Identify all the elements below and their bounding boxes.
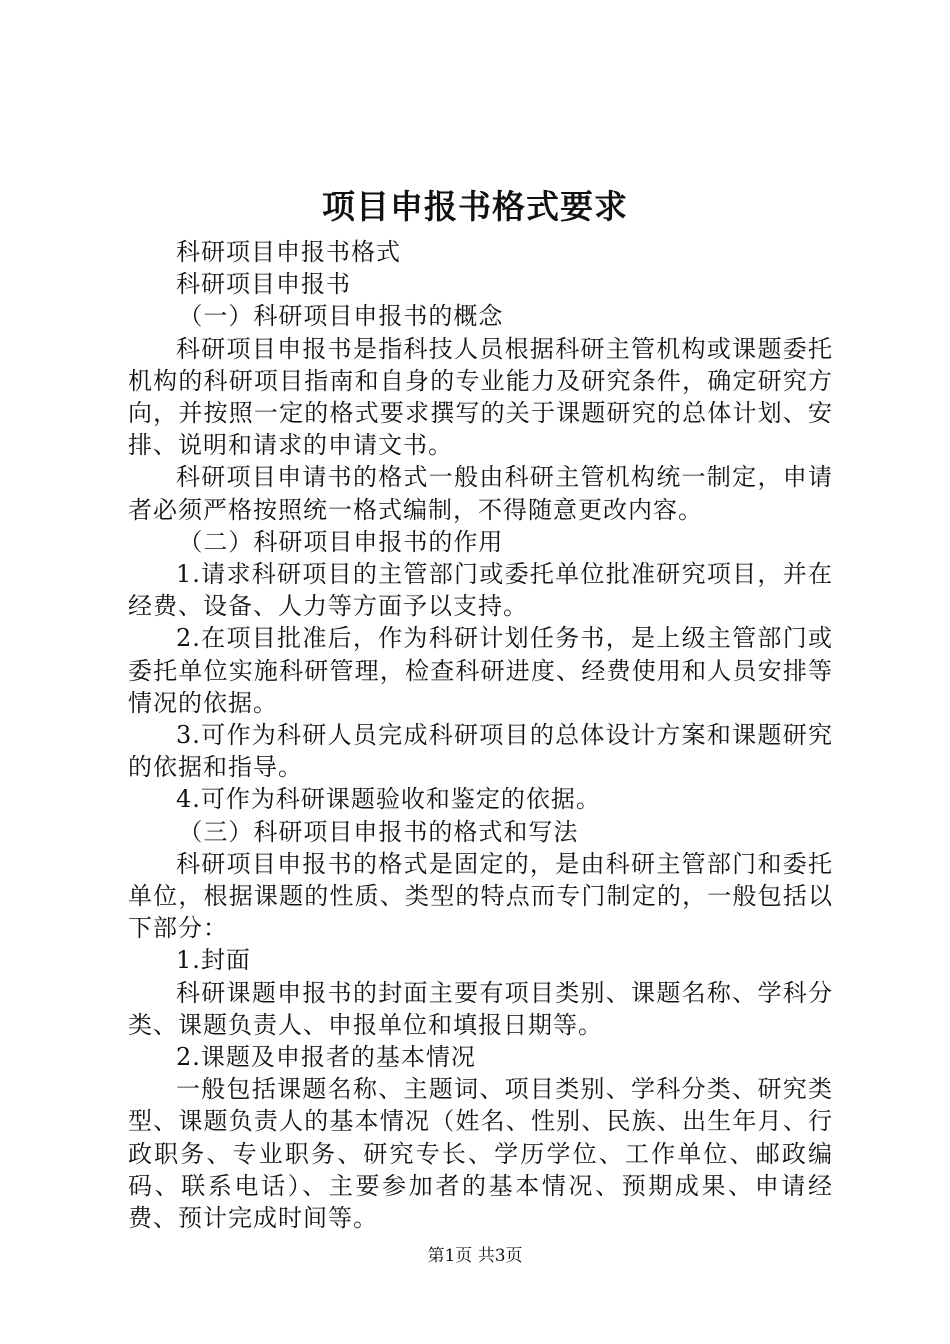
list-item: 1.封面 (176, 946, 251, 975)
document-title: 项目申报书格式要求 (322, 187, 628, 226)
paragraph: 科研项目申报书格式 (176, 238, 401, 266)
paragraph: 科研项目申报书是指科技人员根据科研主管机构或课题委托机构的科研项目指南和自身的专业能力及研究条件，确定研究方向，并按照一定的格式要求撰写的关于课题研究的总体计划、安排、说明和请求的申请文书。 (128, 334, 833, 460)
list-item: 4.可作为科研课题验收和鉴定的依据。 (176, 785, 601, 814)
paragraph: 科研项目申报书 (176, 270, 351, 299)
section-heading: （二）科研项目申报书的作用 (178, 527, 504, 556)
paragraph: 一般包括课题名称、主题词、项目类别、学科分类、研究类型、课题负责人的基本情况（姓名、性别、民族、出生年月、行政职务、专业职务、研究专长、学历学位、工作单位、邮政编码、联系电话）、主要参加者的基本情况、预期成果、申请经费、预计完成时间等。 (128, 1075, 833, 1233)
section-heading: （三）科研项目申报书的格式和写法 (178, 817, 579, 846)
list-item: 3.可作为科研人员完成科研项目的总体设计方案和课题研究的依据和指导。 (128, 721, 833, 782)
section-heading: （一）科研项目申报书的概念 (178, 302, 504, 331)
paragraph: 科研课题申报书的封面主要有项目类别、课题名称、学科分类、课题负责人、申报单位和填报日期等。 (128, 978, 833, 1039)
paragraph: 科研项目申报书的格式是固定的，是由科研主管部门和委托单位，根据课题的性质、类型的特点而专门制定的，一般包括以下部分： (128, 849, 833, 943)
page-footer: 第1页 共3页 (427, 1246, 523, 1266)
list-item: 2.课题及申报者的基本情况 (176, 1043, 476, 1072)
document-body (128, 236, 833, 1234)
paragraph: 科研项目申请书的格式一般由科研主管机构统一制定，申请者必须严格按照统一格式编制，不得随意更改内容。 (128, 463, 833, 524)
list-item: 2.在项目批准后，作为科研计划任务书，是上级主管部门或委托单位实施科研管理，检查科研进度、经费使用和人员安排等情况的依据。 (128, 624, 833, 717)
list-item: 1.请求科研项目的主管部门或委托单位批准研究项目，并在经费、设备、人力等方面予以支持。 (128, 560, 833, 621)
